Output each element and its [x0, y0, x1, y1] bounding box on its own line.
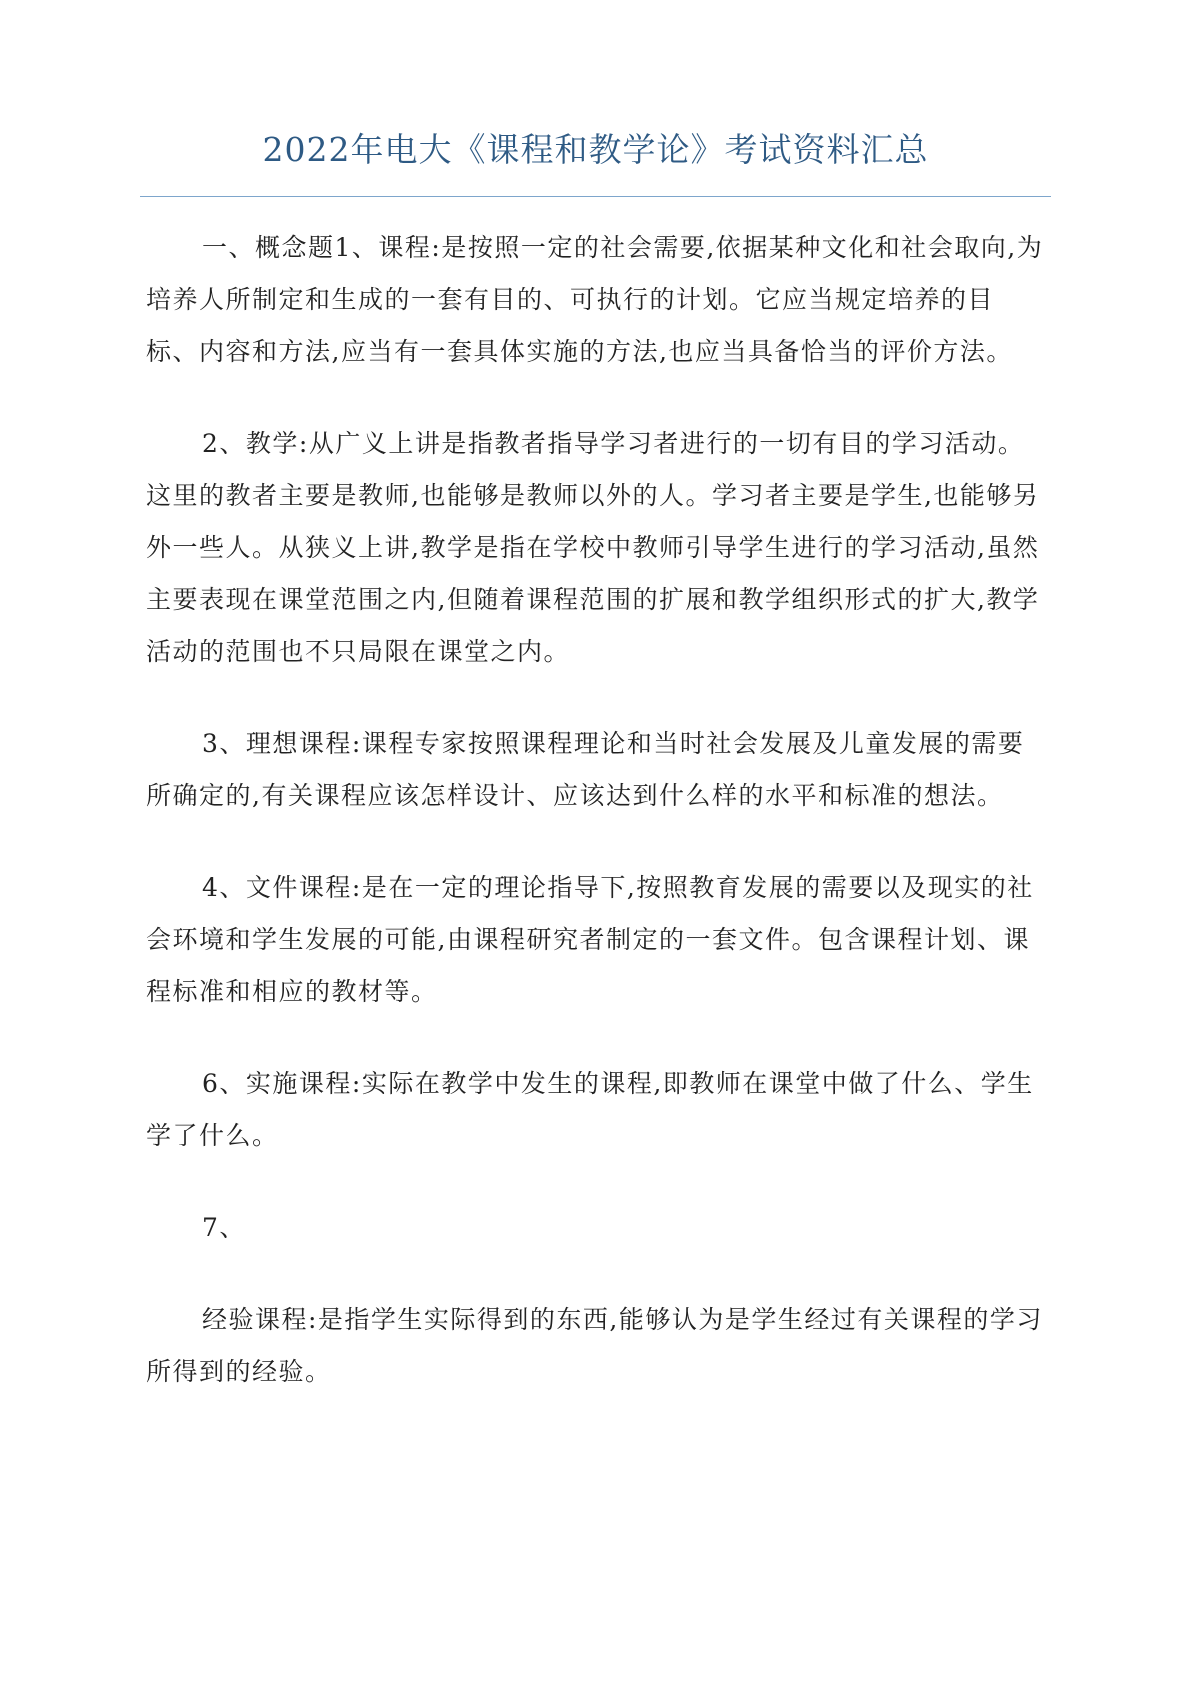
paragraph-teaching: 2、教学:从广义上讲是指教者指导学习者进行的一切有目的学习活动。这里的教者主要是教师,也能够是教师以外的人。学习者主要是学生,也能够另外一些人。从狭义上讲,教学是指在学校中教师引导学生进行的学习活动,虽然主要表现在课堂范围之内,但随着课程范围的扩展和教学组织形式的扩大,教学活动的范围也不只局限在课堂之内。: [146, 429, 1040, 666]
document-body: [146, 222, 1046, 1398]
paragraph-concept-curriculum: 一、概念题1、课程:是按照一定的社会需要,依据某种文化和社会取向,为培养人所制定和生成的一套有目的、可执行的计划。它应当规定培养的目标、内容和方法,应当有一套具体实施的方法,也应当具备恰当的评价方法。: [146, 233, 1044, 366]
document-title: 2022年电大《课程和教学论》考试资料汇总: [262, 130, 929, 169]
paragraph-document-curriculum: 4、文件课程:是在一定的理论指导下,按照教育发展的需要以及现实的社会环境和学生发展的可能,由课程研究者制定的一套文件。包含课程计划、课程标准和相应的教材等。: [146, 873, 1034, 1006]
paragraph-ideal-curriculum: 3、理想课程:课程专家按照课程理论和当时社会发展及儿童发展的需要所确定的,有关课程应该怎样设计、应该达到什么样的水平和标准的想法。: [146, 729, 1025, 810]
title-divider: [140, 196, 1051, 197]
paragraph-implemented-curriculum: 6、实施课程:实际在教学中发生的课程,即教师在课堂中做了什么、学生学了什么。: [146, 1069, 1034, 1150]
paragraph-number-seven: 7、: [202, 1213, 246, 1242]
paragraph-experienced-curriculum: 经验课程:是指学生实际得到的东西,能够认为是学生经过有关课程的学习所得到的经验。: [146, 1305, 1043, 1386]
